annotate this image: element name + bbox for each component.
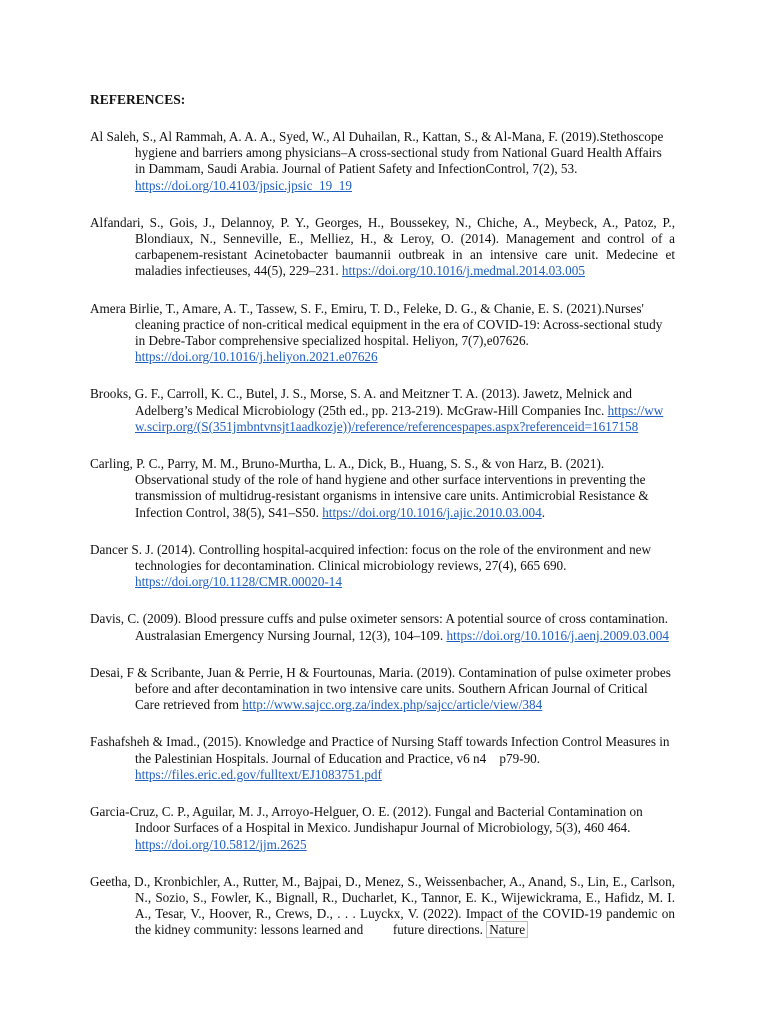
reference-link[interactable]: http://www.sajcc.org.za/index.php/sajcc/article/view/384 (242, 697, 543, 713)
reference-entry (90, 215, 675, 280)
reference-entry (90, 611, 675, 643)
reference-entry (90, 665, 675, 714)
reference-text: Davis, C. (2009). Blood pressure cuffs and pulse oximeter sensors: A potential source of cross contamination. Australasian Emergency Nursing Journal, 12(3), 104–109. (90, 611, 669, 643)
reference-text: Al Saleh, S., Al Rammah, A. A. A., Syed, W., Al Duhailan, R., Kattan, S., & Al-Mana, F. (2019).Stethoscope hygiene and barriers among physicians–A cross-sectional study from National Guard Health Affairs in Dammam, Saudi Arabia. Journal of Patient Safety and InfectionControl, 7(2), 53. (90, 129, 664, 177)
reference-link[interactable]: https://doi.org/10.1016/j.medmal.2014.03.005 (341, 263, 585, 279)
reference-entry (90, 456, 675, 521)
reference-link[interactable]: https://doi.org/10.5812/jjm.2625 (135, 836, 307, 852)
references-page (90, 92, 679, 960)
reference-text: Desai, F & Scribante, Juan & Perrie, H & Fourtounas, Maria. (2019). Contamination of pulse oximeter probes before and after decontamination in two intensive care units. Southern African Journal of Critical Care retrieved from (90, 664, 671, 713)
reference-text: Fashafsheh & Imad., (2015). Knowledge and Practice of Nursing Staff towards Infection Control Measures in the Palestinian Hospitals. Journal of Education and Practice, v6 n4 p79-90. (90, 734, 673, 766)
reference-link[interactable]: https://doi.org/10.1016/j.heliyon.2021.e07626 (135, 349, 378, 365)
reference-link[interactable]: https://www.scirp.org/(S(351jmbntvnsjt1aadkozje))/reference/referencespapes.aspx?referenceid=1617158 (135, 402, 664, 434)
reference-link[interactable]: https://files.eric.ed.gov/fulltext/EJ1083751.pdf (135, 766, 382, 782)
reference-text: Carling, P. C., Parry, M. M., Bruno-Murtha, L. A., Dick, B., Huang, S. S., & von Harz, B. (2021). Observational study of the role of hand hygiene and other surface interventions in preventing the transmission of multidrug-resistant organisms in intensive care units. Antimicrobial Resistance & Infection Control, 38(5), S41–S50. (90, 456, 649, 520)
reference-entry (90, 386, 675, 435)
references-heading: REFERENCES: (90, 92, 186, 107)
reference-text: Geetha, D., Kronbichler, A., Rutter, M., Bajpai, D., Menez, S., Weissenbacher, A., Anand, S., Lin, E., Carlson, N., Sozio, S., Fowler, K., Bignall, R., Ducharlet, K., Tannor, E. K., Wijewickrama, E., Hafidz, M. I. A., Tesar, V., Hoover, R., Crews, D., . . . Luyckx, V. (2022). Impact of the COVID-19 pandemic on the kidney community: lessons learned and future directions. (90, 873, 679, 938)
reference-entry (90, 804, 675, 853)
reference-link[interactable]: https://doi.org/10.1016/j.ajic.2010.03.004 (322, 504, 542, 520)
reference-entry (90, 734, 675, 783)
reference-entry (90, 129, 675, 194)
reference-journal-box: Nature (486, 921, 528, 938)
reference-text: Brooks, G. F., Carroll, K. C., Butel, J. S., Morse, S. A. and Meitzner T. A. (2013). Jawetz, Melnick and Adelberg’s Medical Microbiology (25th ed., pp. 213-219). McGraw-Hill Companies Inc. (90, 386, 633, 418)
reference-text: Dancer S. J. (2014). Controlling hospital-acquired infection: focus on the role of the environment and new technologies for decontamination. Clinical microbiology reviews, 27(4), 665 690. (90, 541, 652, 574)
reference-entry (90, 873, 679, 939)
reference-link[interactable]: https://doi.org/10.1128/CMR.00020-14 (135, 574, 342, 590)
reference-text: Alfandari, S., Gois, J., Delannoy, P. Y., Georges, H., Boussekey, N., Chiche, A., Meybeck, A., Patoz, P., Blondiaux, N., Senneville, E., Melliez, H., & Leroy, O. (2014). Management and control of a carbapenem-resistant Acinetobacter baumannii outbreak in an intensive care unit. Medecine et maladies infectieuses, 44(5), 229–231. (90, 214, 675, 279)
reference-link[interactable]: https://doi.org/10.4103/jpsic.jpsic_19_19 (135, 177, 352, 193)
reference-entry (90, 301, 675, 366)
reference-text: Amera Birlie, T., Amare, A. T., Tassew, S. F., Emiru, T. D., Feleke, D. G., & Chanie, E. S. (2021).Nurses' cleaning practice of non-critical medical equipment in the era of COVID-19: Across-sectional study in Debre-Tabor comprehensive specialized hospital. Heliyon, 7(7),e07626. (90, 300, 663, 349)
reference-link[interactable]: https://doi.org/10.1016/j.aenj.2009.03.004 (446, 627, 669, 643)
reference-text: Garcia-Cruz, C. P., Aguilar, M. J., Arroyo-Helguer, O. E. (2012). Fungal and Bacterial Contamination on Indoor Surfaces of a Hospital in Mexico. Jundishapur Journal of Microbiology, 5(3), 460 464. (90, 804, 643, 836)
reference-text-after: . (541, 504, 546, 520)
reference-entry (90, 542, 675, 591)
